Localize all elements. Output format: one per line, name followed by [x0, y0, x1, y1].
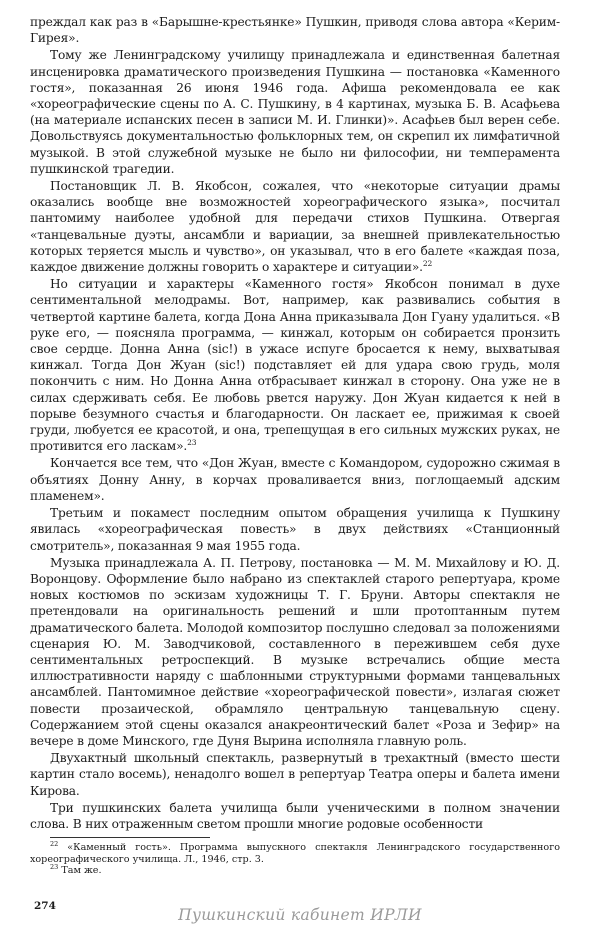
page-number: 274	[34, 900, 56, 912]
body-text	[30, 14, 560, 832]
paragraph-1: преждал как раз в «Барышне-крестьянке» Пушкин, приводя слова автора «Керим-Гирея».	[30, 15, 560, 46]
paragraph-9: Три пушкинских балета училища были ученическими в полном значении слова. В них отраженным светом прошли многие родовые особенности	[30, 800, 560, 831]
footnote-number: 22	[50, 840, 59, 849]
footnote-text: Там же.	[61, 865, 102, 877]
footnote-number: 23	[50, 863, 59, 872]
paragraph-2: Тому же Ленинградскому училищу принадлежала и единственная балетная инсценировка драматического произведения Пушкина — постановка «Каменного гостя», показанная 26 июня 1946 года. Афиша рекомендовала ее как «хореографические сцены по А. С. Пушкину, в 4 картинах, музыка Б. В. Асафьева (на материале испанских песен в записи М. И. Глинки)». Асафьев был верен себе. Довольствуясь документальностью фольклорных тем, он скрепил их лимфатичной музыкой. В этой служебной музыке не было ни философии, ни темперамента пушкинской трагедии.	[30, 48, 560, 176]
paragraph-6: Третьим и покамест последним опытом обращения училища к Пушкину явилась «хореографическая повесть» в двух действиях «Станционный смотритель», показанная 9 мая 1955 года.	[30, 506, 560, 553]
page-content	[30, 14, 560, 877]
footnote-text: «Каменный гость». Программа выпускного спектакля Ленинградского государственного хореографического училища. Л., 1946, стр. 3.	[30, 842, 560, 865]
paragraph-5: Кончается все тем, что «Дон Жуан, вместе с Командором, судорожно сжимая в объятиях Донну Анну, в корчах проваливается вниз, поглощаемый адским пламенем».	[30, 456, 560, 503]
paragraph-4: Но ситуации и характеры «Каменного гостя» Якобсон понимал в духе сентиментальной мелодрамы. Вот, например, как развивались события в четвертой картине балета, когда Дона Анна приказывала Дон Гуану удалиться. «В руке его, — поясняла программа, — кинжал, которым он собирается пронзить свое сердце. Донна Анна (sic!) в ужасе испуге бросается к нему, выхватывая кинжал. Тогда Дон Жуан (sic!) подставляет ей для удара свою грудь, моля покончить с ним. Но Донна Анна отбрасывает кинжал в сторону. Она уже не в силах сдерживать себя. Ее любовь рвется наружу. Дон Жуан кидается к ней в порыве безумного счастья и благодарности. Он ласкает ее, прижимая к своей груди, любуется ее красотой, и она, трепещущая в его сильных мужских руках, не противится его ласкам».$^{23}$	[30, 277, 560, 454]
footnotes	[30, 842, 560, 877]
paragraph-7: Музыка принадлежала А. П. Петрову, постановка — М. М. Михайлову и Ю. Д. Воронцову. Оформление было набрано из спектаклей старого репертуара, кроме новых костюмов по эскизам художницы Т. Г. Бруни. Авторы спектакля не претендовали на оригинальность решений и шли протоптанным путем драматического балета. Молодой композитор послушно следовал за положениями сценария Ю. М. Заводчиковой, составленного в пережившем себя духе сентиментальных ретроспекций. В музыке встречались общие места иллюстративности наряду с шаблонными структурными формами танцевальных ансамблей. Пантомимное действие «хореографической повести», излагая сюжет повести прозаической, обрамляло центральную танцевальную сцену. Содержанием этой сцены оказался анакреонтический балет «Роза и Зефир» на вечере в доме Минского, где Дуня Вырина исполняла главную роль.	[30, 555, 560, 748]
footnote-22	[30, 842, 560, 865]
watermark: Пушкинский кабинет ИРЛИ	[178, 906, 422, 924]
footnote-divider	[50, 837, 210, 838]
paragraph-3: Постановщик Л. В. Якобсон, сожалея, что «некоторые ситуации драмы оказались вообще вне возможностей хореографического языка», посчитал пантомиму наиболее удобной для передачи стихов Пушкина. Отвергая «танцевальные дуэты, ансамбли и вариации, за внешней привлекательностью которых теряется мысль и чувство», он указывал, что в его балете «каждая поза, каждое движение должны говорить о характере и ситуации».$^{22}$	[30, 179, 560, 275]
paragraph-8: Двухактный школьный спектакль, развернутый в трехактный (вместо шести картин стало восемь), ненадолго вошел в репертуар Театра оперы и балета имени Кирова.	[30, 751, 560, 798]
footnote-ref-22: 22	[422, 259, 433, 269]
footnote-ref-23: 23	[187, 438, 197, 448]
footnote-23	[30, 865, 560, 877]
